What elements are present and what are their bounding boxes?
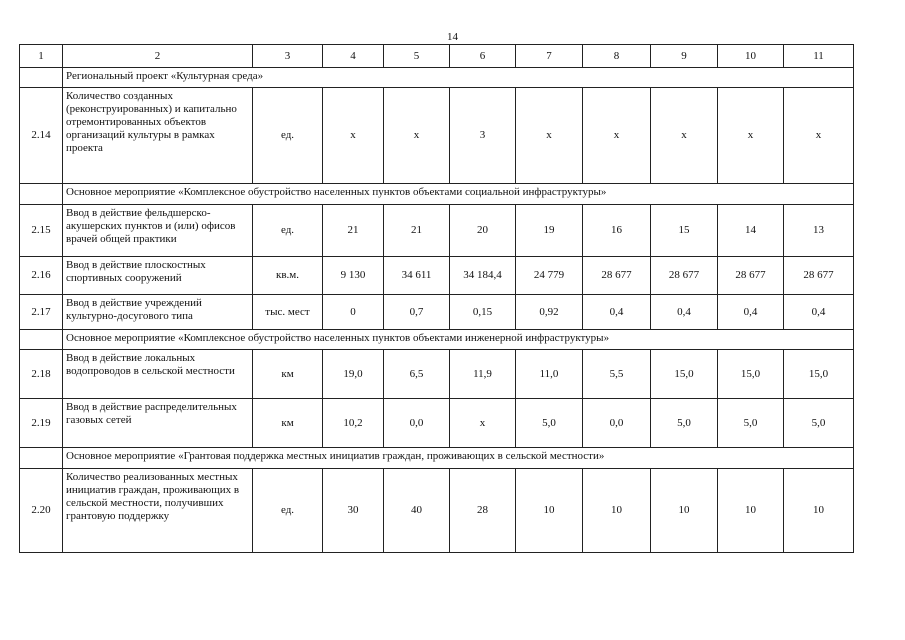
value-cell: 5,0 [784, 399, 854, 448]
value-cell: 28 677 [583, 257, 651, 295]
value-cell: 19 [516, 205, 583, 257]
column-header: 4 [323, 45, 384, 68]
section-title: Основное мероприятие «Комплексное обустройство населенных пунктов объектами инженерной инфраструктуры» [63, 330, 854, 350]
indicator-name: Ввод в действие распределительных газовых сетей [63, 399, 253, 448]
unit-cell: ед. [253, 88, 323, 184]
section-row [20, 448, 854, 469]
value-cell: 28 677 [784, 257, 854, 295]
value-cell: 5,5 [583, 350, 651, 399]
indicator-name: Ввод в действие учреждений культурно-досугового типа [63, 295, 253, 330]
table-row [20, 257, 854, 295]
table-row [20, 295, 854, 330]
value-cell: 19,0 [323, 350, 384, 399]
section-title: Основное мероприятие «Комплексное обустройство населенных пунктов объектами социальной инфраструктуры» [63, 184, 854, 205]
value-cell: 0,4 [718, 295, 784, 330]
value-cell: 0,4 [583, 295, 651, 330]
value-cell: 16 [583, 205, 651, 257]
section-number-cell [20, 68, 63, 88]
value-cell: 28 677 [651, 257, 718, 295]
value-cell: 20 [450, 205, 516, 257]
table-row [20, 469, 854, 553]
value-cell: 28 677 [718, 257, 784, 295]
value-cell: 15,0 [651, 350, 718, 399]
indicator-name: Количество реализованных местных инициатив граждан, проживающих в сельской местности, получивших грантовую поддержку [63, 469, 253, 553]
column-header: 1 [20, 45, 63, 68]
value-cell: 0,0 [384, 399, 450, 448]
section-number-cell [20, 184, 63, 205]
value-cell: 21 [384, 205, 450, 257]
value-cell: 0,15 [450, 295, 516, 330]
value-cell: 21 [323, 205, 384, 257]
section-row [20, 184, 854, 205]
value-cell: х [384, 88, 450, 184]
column-header: 10 [718, 45, 784, 68]
table-row [20, 399, 854, 448]
value-cell: х [651, 88, 718, 184]
unit-cell: кв.м. [253, 257, 323, 295]
indicator-name: Ввод в действие фельдшерско-акушерских пунктов и (или) офисов врачей общей практики [63, 205, 253, 257]
table-row [20, 88, 854, 184]
value-cell: 30 [323, 469, 384, 553]
indicator-name: Количество созданных (реконструированных) и капитально отремонтированных объектов организаций культуры в рамках проекта [63, 88, 253, 184]
value-cell: 3 [450, 88, 516, 184]
column-header: 7 [516, 45, 583, 68]
section-number-cell [20, 448, 63, 469]
value-cell: 0,7 [384, 295, 450, 330]
row-number: 2.17 [20, 295, 63, 330]
column-header: 3 [253, 45, 323, 68]
row-number: 2.19 [20, 399, 63, 448]
row-number: 2.14 [20, 88, 63, 184]
value-cell: 9 130 [323, 257, 384, 295]
value-cell: 34 184,4 [450, 257, 516, 295]
column-header: 6 [450, 45, 516, 68]
value-cell: 15 [651, 205, 718, 257]
page-number: 14 [447, 31, 458, 43]
value-cell: х [450, 399, 516, 448]
value-cell: 5,0 [651, 399, 718, 448]
value-cell: 15,0 [718, 350, 784, 399]
value-cell: 24 779 [516, 257, 583, 295]
value-cell: х [784, 88, 854, 184]
value-cell: 0,4 [784, 295, 854, 330]
value-cell: х [718, 88, 784, 184]
unit-cell: ед. [253, 205, 323, 257]
table-row [20, 350, 854, 399]
value-cell: 5,0 [718, 399, 784, 448]
value-cell: х [516, 88, 583, 184]
value-cell: 15,0 [784, 350, 854, 399]
value-cell: 0 [323, 295, 384, 330]
column-header: 2 [63, 45, 253, 68]
row-number: 2.18 [20, 350, 63, 399]
column-header: 9 [651, 45, 718, 68]
value-cell: 10 [784, 469, 854, 553]
table-body [20, 45, 854, 553]
value-cell: 10 [718, 469, 784, 553]
column-header: 11 [784, 45, 854, 68]
value-cell: 11,9 [450, 350, 516, 399]
value-cell: х [583, 88, 651, 184]
indicators-table [19, 44, 854, 553]
unit-cell: км [253, 399, 323, 448]
value-cell: х [323, 88, 384, 184]
value-cell: 10,2 [323, 399, 384, 448]
column-header: 8 [583, 45, 651, 68]
value-cell: 34 611 [384, 257, 450, 295]
value-cell: 40 [384, 469, 450, 553]
value-cell: 10 [583, 469, 651, 553]
value-cell: 13 [784, 205, 854, 257]
row-number: 2.20 [20, 469, 63, 553]
row-number: 2.15 [20, 205, 63, 257]
table-row [20, 205, 854, 257]
value-cell: 0,0 [583, 399, 651, 448]
section-row [20, 68, 854, 88]
section-row [20, 330, 854, 350]
unit-cell: ед. [253, 469, 323, 553]
unit-cell: км [253, 350, 323, 399]
section-number-cell [20, 330, 63, 350]
value-cell: 6,5 [384, 350, 450, 399]
section-title: Основное мероприятие «Грантовая поддержка местных инициатив граждан, проживающих в сельской местности» [63, 448, 854, 469]
header-row [20, 45, 854, 68]
value-cell: 10 [516, 469, 583, 553]
column-header: 5 [384, 45, 450, 68]
value-cell: 10 [651, 469, 718, 553]
value-cell: 11,0 [516, 350, 583, 399]
section-title: Региональный проект «Культурная среда» [63, 68, 854, 88]
value-cell: 0,4 [651, 295, 718, 330]
value-cell: 14 [718, 205, 784, 257]
value-cell: 28 [450, 469, 516, 553]
value-cell: 5,0 [516, 399, 583, 448]
indicator-name: Ввод в действие плоскостных спортивных сооружений [63, 257, 253, 295]
unit-cell: тыс. мест [253, 295, 323, 330]
value-cell: 0,92 [516, 295, 583, 330]
row-number: 2.16 [20, 257, 63, 295]
indicator-name: Ввод в действие локальных водопроводов в сельской местности [63, 350, 253, 399]
